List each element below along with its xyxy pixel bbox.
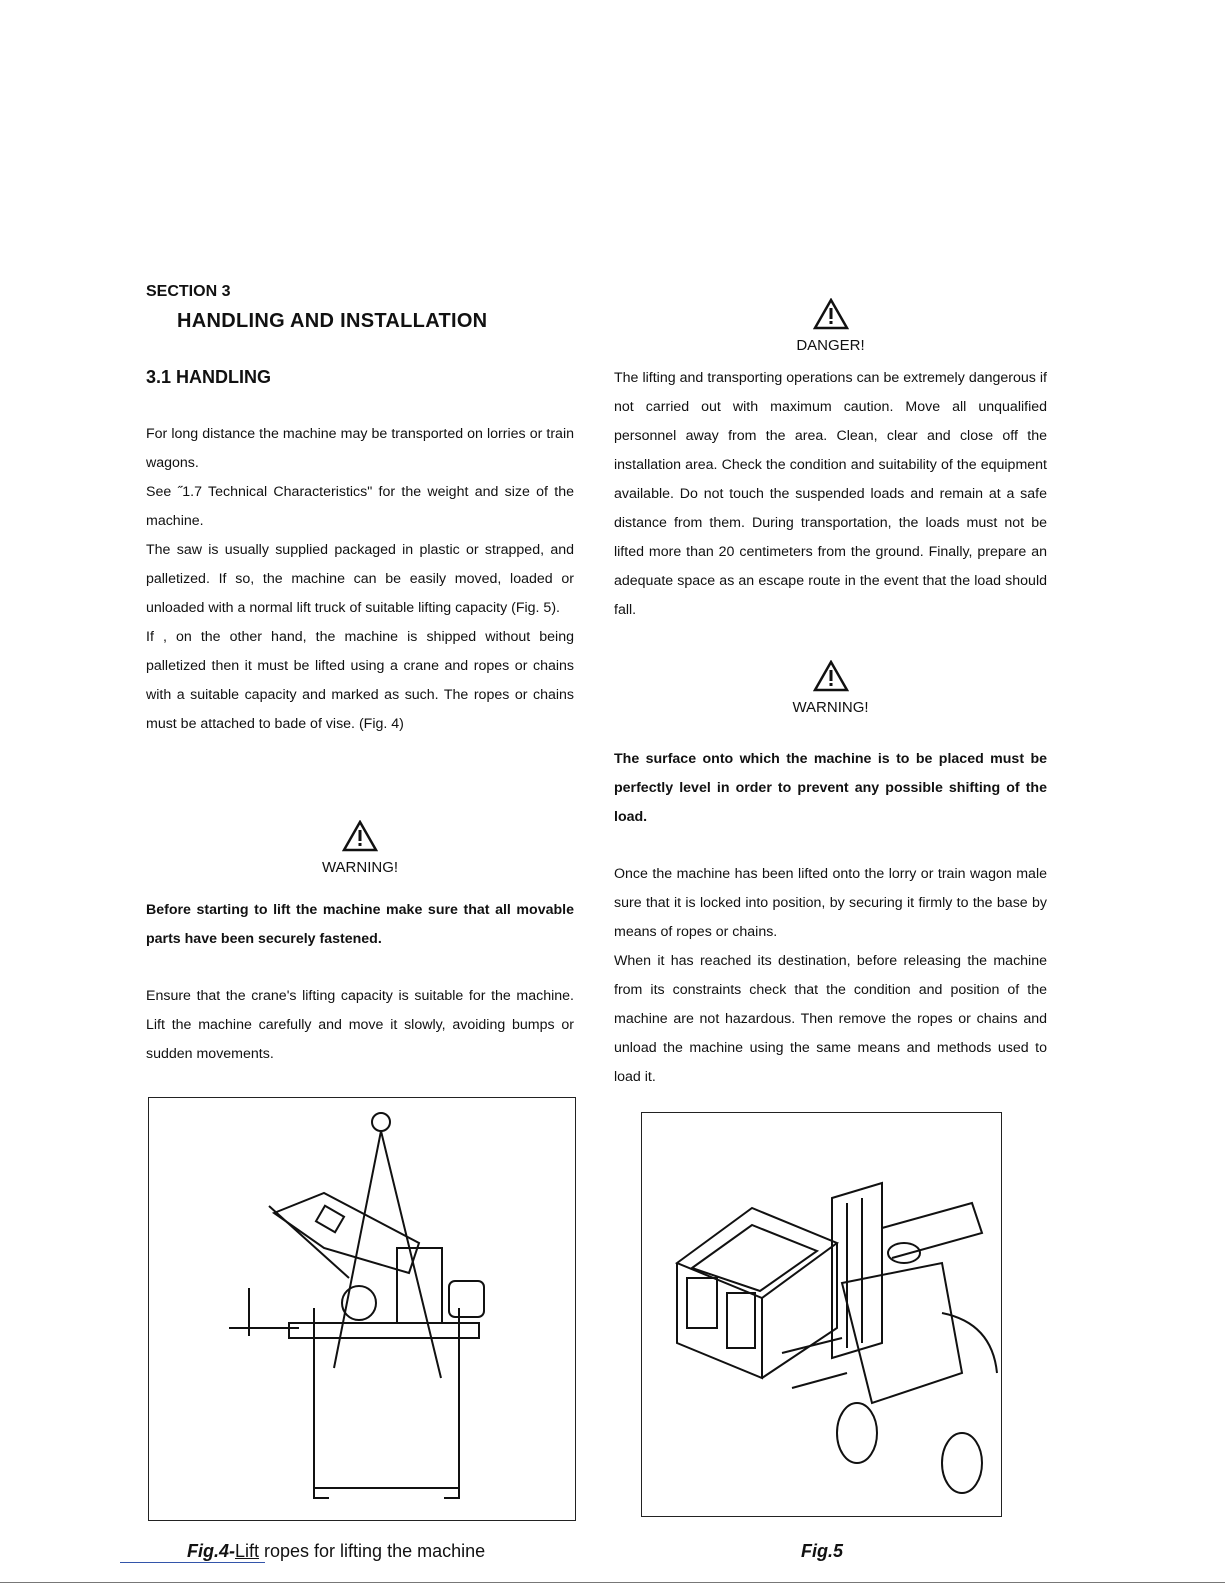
- danger-text: The lifting and transporting operations can be extremely dangerous if not carried out with maximum caution. Move all unqualified personnel away from the area. Clean, clear and close off the installation area. Check the condition and suitability of the equipment available. Do not touch the suspended loads and remain at a safe distance from them. During transportation, the loads must not be lifted more than 20 centimeters from the ground. Finally, prepare an adequate space as an escape route in the event that the load should fall.: [614, 370, 1047, 618]
- page-title: HANDLING AND INSTALLATION: [177, 310, 488, 332]
- paragraph: Once the machine has been lifted onto the lorry or train wagon male sure that it is locked into position, by securing it firmly to the base by means of ropes or chains.: [614, 866, 1047, 940]
- warning-text: The surface onto which the machine is to be placed must be perfectly level in order to prevent any possible shifting of the load.: [614, 751, 1047, 825]
- paragraph: Ensure that the crane's lifting capacity is suitable for the machine. Lift the machine carefully and move it slowly, avoiding bumps or sudden movements.: [146, 988, 574, 1062]
- unloading-text: [614, 860, 1047, 1092]
- warning-triangle-icon: [813, 298, 849, 330]
- paragraph: For long distance the machine may be transported on lorries or train wagons.: [146, 426, 574, 471]
- handling-text: [146, 420, 574, 739]
- figure-5-forklift: [641, 1112, 1002, 1517]
- warning-triangle-icon: [813, 660, 849, 692]
- warning-sign: [146, 820, 574, 876]
- paragraph: See ˝1.7 Technical Characteristics" for the weight and size of the machine.: [146, 484, 574, 529]
- warning-label: WARNING!: [792, 699, 869, 716]
- figure-5-caption: Fig.5: [801, 1541, 844, 1561]
- forklift-illustration: [642, 1113, 1000, 1515]
- section-label: SECTION 3: [146, 283, 231, 300]
- caption-prefix: Fig.4-: [187, 1541, 235, 1561]
- warning-sign: [614, 660, 1047, 716]
- warning-text: Before starting to lift the machine make sure that all movable parts have been securely fastened.: [146, 902, 574, 947]
- subsection-title: 3.1 HANDLING: [146, 367, 272, 387]
- page-bottom-border: [0, 1582, 1225, 1583]
- figure-4-crane-lift: [148, 1097, 576, 1521]
- figure-4-caption: [187, 1541, 485, 1562]
- paragraph: The saw is usually supplied packaged in plastic or strapped, and palletized. If so, the machine can be easily moved, loaded or unloaded with a normal lift truck of suitable lifting capacity (Fig. 5).: [146, 542, 574, 616]
- bandsaw-lift-illustration: [149, 1098, 574, 1519]
- warning-label: WARNING!: [321, 859, 399, 876]
- paragraph: If , on the other hand, the machine is shipped without being palletized then it must be lifted using a crane and ropes or chains with a suitable capacity and marked as such. The ropes or chains must be attached to bade of vise. (Fig. 4): [146, 629, 574, 732]
- caption-link[interactable]: Lift: [235, 1541, 260, 1561]
- link-underline: [120, 1562, 265, 1563]
- danger-label: DANGER!: [796, 337, 865, 354]
- caption-text: ropes for lifting the machine: [259, 1541, 486, 1561]
- danger-sign: [614, 298, 1047, 354]
- warning-triangle-icon: [342, 820, 378, 852]
- paragraph: When it has reached its destination, before releasing the machine from its constraints check that the condition and position of the machine are not hazardous. Then remove the ropes or chains and unload the machine using the same means and methods used to load it.: [614, 953, 1047, 1085]
